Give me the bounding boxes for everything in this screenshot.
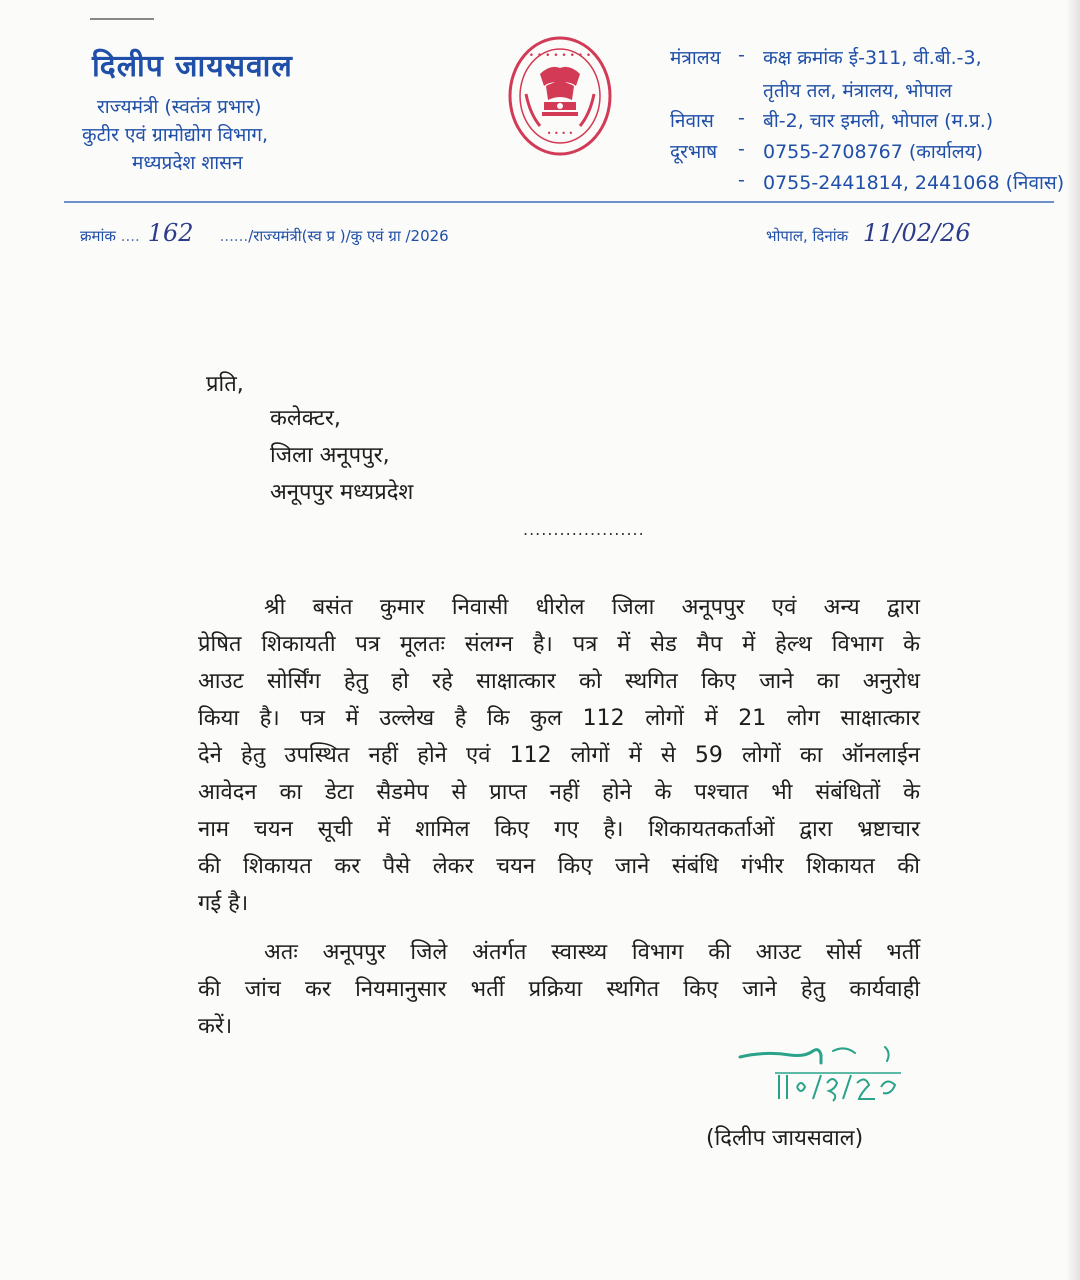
svg-text:• • • • • • • •: • • • • • • • •: [528, 51, 592, 61]
body-paragraph-2: [198, 934, 920, 1045]
svg-text:• • • •: • • • •: [546, 129, 574, 138]
body-paragraph-1: [198, 589, 920, 922]
reference-dots: ....: [120, 227, 140, 245]
paragraph-line: अतः अनूपपुर जिले अंतर्गत स्वास्थ्य विभाग की आउट सोर्स भर्ती: [264, 940, 920, 965]
date-value: 11/02/26: [862, 219, 971, 247]
paragraph-line: आउट सोर्सिंग हेतु हो रहे साक्षात्कार को स्थगित किए जाने का अनुरोध: [198, 669, 920, 694]
reference-suffix: /राज्यमंत्री(स्व प्र )/कु एवं ग्रा /2026: [248, 227, 449, 245]
top-rule: [90, 18, 154, 20]
letterhead-name: दिलीप जायसवाल: [92, 49, 293, 84]
reference-number: 162: [147, 219, 194, 247]
recipient-line-2: जिला अनूपपुर,: [270, 443, 390, 468]
reference-dots: ......: [219, 227, 249, 245]
contact-dash: -: [738, 169, 745, 191]
paragraph-line: करें।: [198, 1014, 233, 1039]
date-label: भोपाल, दिनांक: [766, 227, 849, 245]
reference-prefix: क्रमांक: [80, 227, 116, 245]
page-edge-shadow: [1066, 0, 1080, 1280]
contact-label-phone: दूरभाष: [670, 141, 718, 163]
contact-label-office: मंत्रालय: [670, 47, 721, 69]
paragraph-line: देने हेतु उपस्थित नहीं होने एवं 112 लोगों में से 59 लोगों का ऑनलाईन: [198, 743, 920, 768]
contact-dash: -: [738, 44, 745, 66]
paragraph-line: प्रेषित शिकायती पत्र मूलतः संलग्न है। पत्र में सेड मैप में हेल्थ विभाग के: [198, 632, 920, 657]
contact-dash: -: [738, 107, 745, 129]
section-separator: ....................: [523, 520, 645, 539]
letterhead-title-2: कुटीर एवं ग्रामोद्योग विभाग,: [82, 124, 269, 146]
paragraph-line: गई है।: [198, 891, 249, 916]
letterhead-title-1: राज्यमंत्री (स्वतंत्र प्रभार): [97, 96, 262, 118]
date-line: [766, 219, 971, 247]
paragraph-line: श्री बसंत कुमार निवासी धीरोल जिला अनूपपुर एवं अन्य द्वारा: [264, 595, 920, 620]
contact-value-residence: बी-2, चार इमली, भोपाल (म.प्र.): [763, 110, 994, 132]
contact-value-phone-residence: 0755-2441814, 2441068 (निवास): [763, 172, 1065, 194]
ashoka-emblem-icon: [506, 34, 614, 168]
paragraph-line: आवेदन का डेटा सैडमेप से प्राप्त नहीं होने के पश्चात भी संबंधितों के: [198, 780, 920, 805]
recipient-line-1: कलेक्टर,: [270, 406, 341, 431]
paragraph-line: किया है। पत्र में उल्लेख है कि कुल 112 लोगों में 21 लोग साक्षात्कार: [198, 706, 920, 731]
contact-value-phone-office: 0755-2708767 (कार्यालय): [763, 141, 984, 163]
letterhead-title-3: मध्यप्रदेश शासन: [132, 152, 243, 174]
paragraph-line: की शिकायत कर पैसे लेकर चयन किए जाने संबंधि गंभीर शिकायत की: [198, 854, 920, 879]
recipient-line-3: अनूपपुर मध्यप्रदेश: [270, 480, 414, 505]
paragraph-line: की जांच कर नियमानुसार भर्ती प्रक्रिया स्थगित किए जाने हेतु कार्यवाही: [198, 977, 920, 1002]
contact-value-office-2: तृतीय तल, मंत्रालय, भोपाल: [763, 80, 953, 102]
paragraph-line: नाम चयन सूची में शामिल किए गए है। शिकायतकर्ताओं द्वारा भ्रष्टाचार: [198, 817, 920, 842]
contact-label-residence: निवास: [670, 110, 714, 132]
salutation: प्रति,: [206, 372, 244, 397]
handwritten-signature: [735, 1043, 905, 1113]
reference-line: [80, 219, 449, 247]
signatory-name: (दिलीप जायसवाल): [706, 1126, 864, 1151]
contact-value-office: कक्ष क्रमांक ई-311, वी.बी.-3,: [763, 47, 982, 69]
contact-dash: -: [738, 138, 745, 160]
letterhead-divider: [64, 201, 1054, 203]
